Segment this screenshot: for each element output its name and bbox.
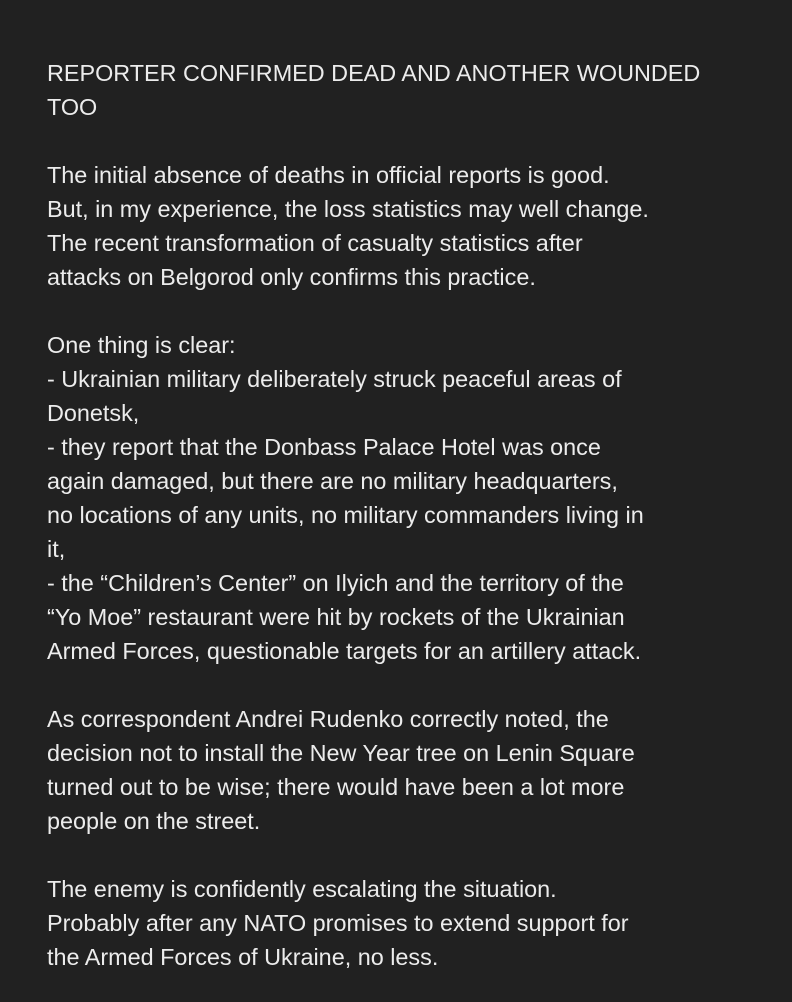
paragraph-spacer bbox=[47, 838, 767, 872]
paragraph-line: But, in my experience, the loss statistics may well change. bbox=[47, 196, 649, 222]
list-item-line: “Yo Moe” restaurant were hit by rockets of the Ukrainian bbox=[47, 604, 625, 630]
list-item-line: it, bbox=[47, 536, 66, 562]
paragraph-line: One thing is clear: bbox=[47, 332, 236, 358]
paragraph-official-reports bbox=[47, 158, 767, 294]
paragraph-correspondent bbox=[47, 702, 767, 838]
list-item-line: - they report that the Donbass Palace Hotel was once bbox=[47, 434, 601, 460]
paragraph-spacer bbox=[47, 124, 767, 158]
paragraph-spacer bbox=[47, 294, 767, 328]
list-item-line: again damaged, but there are no military headquarters, bbox=[47, 468, 618, 494]
paragraph-escalation bbox=[47, 872, 767, 974]
paragraph-line: The recent transformation of casualty statistics after bbox=[47, 230, 583, 256]
headline-line: TOO bbox=[47, 94, 98, 120]
paragraph-line: people on the street. bbox=[47, 808, 261, 834]
paragraph-line: As correspondent Andrei Rudenko correctly noted, the bbox=[47, 706, 609, 732]
paragraph-line: turned out to be wise; there would have been a lot more bbox=[47, 774, 625, 800]
list-item-line: Armed Forces, questionable targets for an artillery attack. bbox=[47, 638, 642, 664]
paragraph-spacer bbox=[47, 668, 767, 702]
paragraph-line: decision not to install the New Year tree on Lenin Square bbox=[47, 740, 635, 766]
paragraph-line: Probably after any NATO promises to extend support for bbox=[47, 910, 629, 936]
paragraph-line: The initial absence of deaths in official reports is good. bbox=[47, 162, 610, 188]
headline-line: REPORTER CONFIRMED DEAD AND ANOTHER WOUNDED bbox=[47, 60, 701, 86]
list-item-line: - the “Children’s Center” on Ilyich and the territory of the bbox=[47, 570, 624, 596]
list-item-line: no locations of any units, no military commanders living in bbox=[47, 502, 644, 528]
headline bbox=[47, 56, 767, 124]
paragraph-line: the Armed Forces of Ukraine, no less. bbox=[47, 944, 439, 970]
paragraph-one-thing-clear bbox=[47, 328, 767, 668]
paragraph-line: The enemy is confidently escalating the situation. bbox=[47, 876, 557, 902]
post-text bbox=[47, 56, 767, 974]
list-item-line: Donetsk, bbox=[47, 400, 140, 426]
paragraph-line: attacks on Belgorod only confirms this practice. bbox=[47, 264, 536, 290]
list-item-line: - Ukrainian military deliberately struck peaceful areas of bbox=[47, 366, 622, 392]
